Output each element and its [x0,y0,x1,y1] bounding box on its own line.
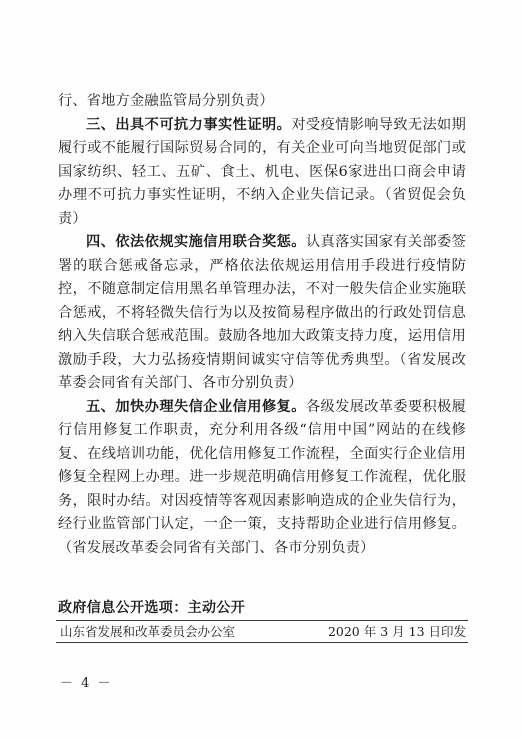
footer-rule-bottom [56,642,468,643]
section-heading-5: 五、加快办理失信企业信用修复。 [86,398,306,415]
section-text-4: 认真落实国家有关部委签署的联合惩戒备忘录，严格依法依规运用信用手段进行疫情防控，不随意制定信用黑名单管理办法，不对一般失信企业实施联合惩戒，不将轻微失信行为以及按简易程序做出的行政处罚信息纳入失信联合惩戒范围。鼓励各地加大政策支持力度，运用信用激励手段，大力弘扬疫情期间诚实守信等优秀典型。（省发展改革委会同省有关部门、各市分别负责） [58,234,466,391]
page-number: － 4 － [60,676,113,691]
issuing-info [60,623,466,641]
paragraph-force-majeure [58,114,466,232]
document-body [58,90,466,560]
paragraph-credit-repair [58,396,466,561]
section-heading-4: 四、依法依规实施信用联合奖惩。 [86,234,306,250]
section-heading-3: 三、出具不可抗力事实性证明。 [86,116,292,133]
paragraph-credit-rewards [58,231,466,396]
section-text-5: 各级发展改革委要积极履行信用修复工作职责，充分利用各级“信用中国”网站的在线修复、在线培训功能，优化信用修复工作流程，全面实行企业信用修复全程网上办理。进一步规范明确信用修复工作流程，优化服务，限时办结。对因疫情等客观因素影响造成的企业失信行为，经行业监管部门认定，一企一策，支持帮助企业进行信用修复。（省发展改革委会同省有关部门、各市分别负责） [58,398,466,556]
disclosure-option: 政府信息公开选项：主动公开 [58,600,246,616]
paragraph-continued: 行、省地方金融监管局分别负责） [58,93,274,109]
footer-rule-top [56,620,468,621]
issuing-office: 山东省发展和改革委员会办公室 [60,624,236,639]
section-text-3: 对受疫情影响导致无法如期履行或不能履行国际贸易合同的，有关企业可向当地贸促部门或国家纺织、轻工、五矿、食土、机电、医保6家进出口商会申请办理不可抗力事实性证明，不纳入企业失信记录。（省贸促会负责） [58,116,466,227]
issue-date: 2020 年 3 月 13 日印发 [327,624,466,639]
